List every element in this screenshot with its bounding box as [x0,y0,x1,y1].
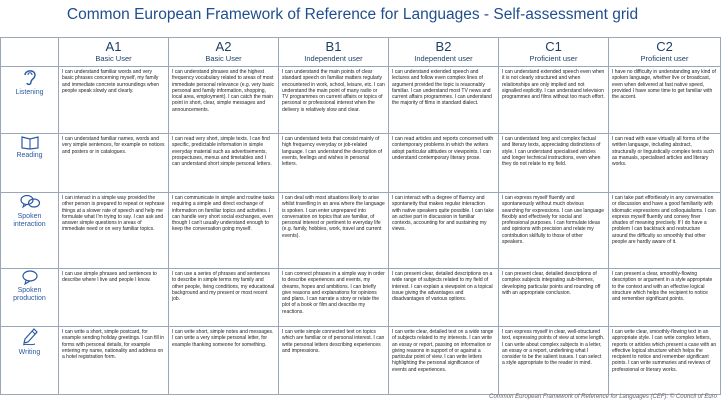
descriptor-cell: I can interact with a degree of fluency and spontaneity that makes regular interaction with native speakers quite possible. I can take an active part in discussion in familiar contexts, accounting for and sustaining my views. [389,193,499,269]
skill-label-cell [1,134,59,193]
descriptor-cell: I can deal with most situations likely to arise whilst travelling in an area where the language is spoken. I can enter unprepared into conversation on topics that are familiar, of personal interest or pertinent to everyday life (e.g. family, hobbies, work, travel and current events). [279,193,389,269]
descriptor-cell: I can connect phrases in a simple way in order to describe experiences and events, my dreams, hopes and ambitions. I can briefly give reasons and explanations for opinions and plans. I can narrate a story or relate the plot of a book or film and describe my reactions. [279,269,389,327]
descriptor-cell: I can present clear, detailed descriptions of complex subjects integrating sub-themes, developing particular points and rounding off with an appropriate conclusion. [499,269,609,327]
level-header-c2 [609,38,721,67]
skill-label: Spoken interaction [13,213,46,228]
skill-label-cell [1,193,59,269]
level-header-b2 [389,38,499,67]
level-header-b1 [279,38,389,67]
descriptor-cell: I can understand familiar words and very basic phrases concerning myself, my family and immediate concrete surroundings when people speak slowly and clearly. [59,67,169,134]
skill-label: Writing [18,349,41,356]
skill-row-spoken-interaction [1,193,721,269]
level-code: A2 [215,39,232,54]
level-user: Proficient user [529,54,578,63]
level-header-a2 [169,38,279,67]
level-code: A1 [105,39,122,54]
descriptor-cell: I can understand extended speech and lectures and follow even complex lines of argument provided the topic is reasonably familiar. I can understand most TV news and current affairs programmes. I can understand the majority of films in standard dialect. [389,67,499,134]
descriptor-cell: I can communicate in simple and routine tasks requiring a simple and direct exchange of information on familiar topics and activities. I can handle very short social exchanges, even though I can't usually understand enough to keep the conversation going myself. [169,193,279,269]
level-user: Independent user [304,54,363,63]
descriptor-cell: I can interact in a simple way provided the other person is prepared to repeat or rephrase things at a slower rate of speech and help me formulate what I'm trying to say. I can ask and answer simple questions in areas of immediate need or on very familiar topics. [59,193,169,269]
corner-cell [1,38,59,67]
header-row [1,38,721,67]
skill-row-listening [1,67,721,134]
level-user: Proficient user [640,54,689,63]
pen-icon [21,327,39,347]
skill-row-writing [1,327,721,395]
skill-label-cell [1,67,59,134]
descriptor-cell: I have no difficulty in understanding any kind of spoken language, whether live or broadcast, even when delivered at fast native speed, provided I have some time to get familiar with the accent. [609,67,721,134]
level-user: Basic User [95,54,132,63]
skill-label: Spoken production [13,287,46,302]
descriptor-cell: I can express myself in clear, well-structured text, expressing points of view at some length. I can write about complex subjects in a letter, an essay or a report, underlining what I consider to be the salient issues. I can select a style appropriate to the reader in mind. [499,327,609,395]
skill-label: Listening [15,89,44,96]
speech-bubbles-icon [19,193,41,211]
descriptor-cell: I can read very short, simple texts. I can find specific, predictable information in simple everyday material such as advertisements, prospectuses, menus and timetables and I can understand short simple personal letters. [169,134,279,193]
descriptor-cell: I can read with ease virtually all forms of the written language, including abstract, structurally or linguistically complex texts such as manuals, specialised articles and literary works. [609,134,721,193]
descriptor-cell: I can understand familiar names, words and very simple sentences, for example on notices and posters or in catalogues. [59,134,169,193]
skill-row-spoken-production [1,269,721,327]
level-header-a1 [59,38,169,67]
descriptor-cell: I can understand extended speech even when it is not clearly structured and when relationships are only implied and not signalled explicitly. I can understand television programmes and films without too much effort. [499,67,609,134]
skill-label: Reading [16,152,43,159]
level-code: B1 [325,39,342,54]
copyright-footer: Common European Framework of Reference for Languages (CEF): © Council of Euro [489,394,717,400]
descriptor-cell: I can write clear, smoothly-flowing text in an appropriate style. I can write complex letters, reports or articles which present a case with an effective logical structure which helps the recipient to notice and remember significant points. I can write summaries and reviews of professional or literary works. [609,327,721,395]
descriptor-cell: I can read articles and reports concerned with contemporary problems in which the writers adopt particular attitudes or viewpoints. I can understand contemporary literary prose. [389,134,499,193]
speech-bubble-icon [20,269,40,285]
page-title: Common European Framework of Reference for Languages - Self-assessment grid [66,6,639,23]
descriptor-cell: I can present a clear, smoothly-flowing description or argument in a style appropriate to the context and with an effective logical structure which helps the recipient to notice and remember significant points. [609,269,721,327]
descriptor-cell: I can understand texts that consist mainly of high frequency everyday or job-related language. I can understand the description of events, feelings and wishes in personal letters. [279,134,389,193]
descriptor-cell: I can present clear, detailed descriptions on a wide range of subjects related to my field of interest. I can explain a viewpoint on a topical issue giving the advantages and disadvantages of various options. [389,269,499,327]
book-icon [20,134,40,150]
descriptor-cell: I can express myself fluently and spontaneously without much obvious searching for expressions. I can use language flexibly and effectively for social and professional purposes. I can formulate ideas and opinions with precision and relate my contribution skilfully to those of other speakers. [499,193,609,269]
self-assessment-grid [0,37,721,395]
level-user: Independent user [414,54,473,63]
level-user: Basic User [205,54,242,63]
ear-icon [21,67,39,87]
level-code: C1 [545,39,562,54]
skill-row-reading [1,134,721,193]
level-code: C2 [656,39,673,54]
descriptor-cell: I can write a short, simple postcard, for example sending holiday greetings. I can fill in forms with personal details, for example entering my name, nationality and address on a hotel registration form. [59,327,169,395]
level-code: B2 [435,39,452,54]
descriptor-cell: I can use a series of phrases and sentences to describe in simple terms my family and other people, living conditions, my educational background and my present or most recent job. [169,269,279,327]
descriptor-cell: I can understand phrases and the highest frequency vocabulary related to areas of most immediate personal relevance (e.g. very basic personal and family information, shopping, local area, employment). I can catch the main point in short, clear, simple messages and announcements. [169,67,279,134]
descriptor-cell: I can write clear, detailed text on a wide range of subjects related to my interests. I can write an essay or report, passing on information or giving reasons in support of or against a particular point of view. I can write letters highlighting the personal significance of events and experiences. [389,327,499,395]
skill-label-cell [1,327,59,395]
descriptor-cell: I can understand the main points of clear standard speech on familiar matters regularly encountered in work, school, leisure, etc. I can understand the main point of many radio or TV programmes on current affairs or topics of personal or professional interest when the delivery is relatively slow and clear. [279,67,389,134]
descriptor-cell: I can write simple connected text on topics which are familiar or of personal interest. I can write personal letters describing experiences and impressions. [279,327,389,395]
descriptor-cell: I can write short, simple notes and messages. I can write a very simple personal letter, for example thanking someone for something. [169,327,279,395]
descriptor-cell: I can use simple phrases and sentences to describe where I live and people I know. [59,269,169,327]
skill-label-cell [1,269,59,327]
descriptor-cell: I can understand long and complex factual and literary texts, appreciating distinctions of style. I can understand specialised articles and longer technical instructions, even when they do not relate to my field. [499,134,609,193]
level-header-c1 [499,38,609,67]
descriptor-cell: I can take part effortlessly in any conversation or discussion and have a good familiarity with idiomatic expressions and colloquialisms. I can express myself fluently and convey finer shades of meaning precisely. If I do have a problem I can backtrack and restructure around the difficulty so smoothly that other people are hardly aware of it. [609,193,721,269]
